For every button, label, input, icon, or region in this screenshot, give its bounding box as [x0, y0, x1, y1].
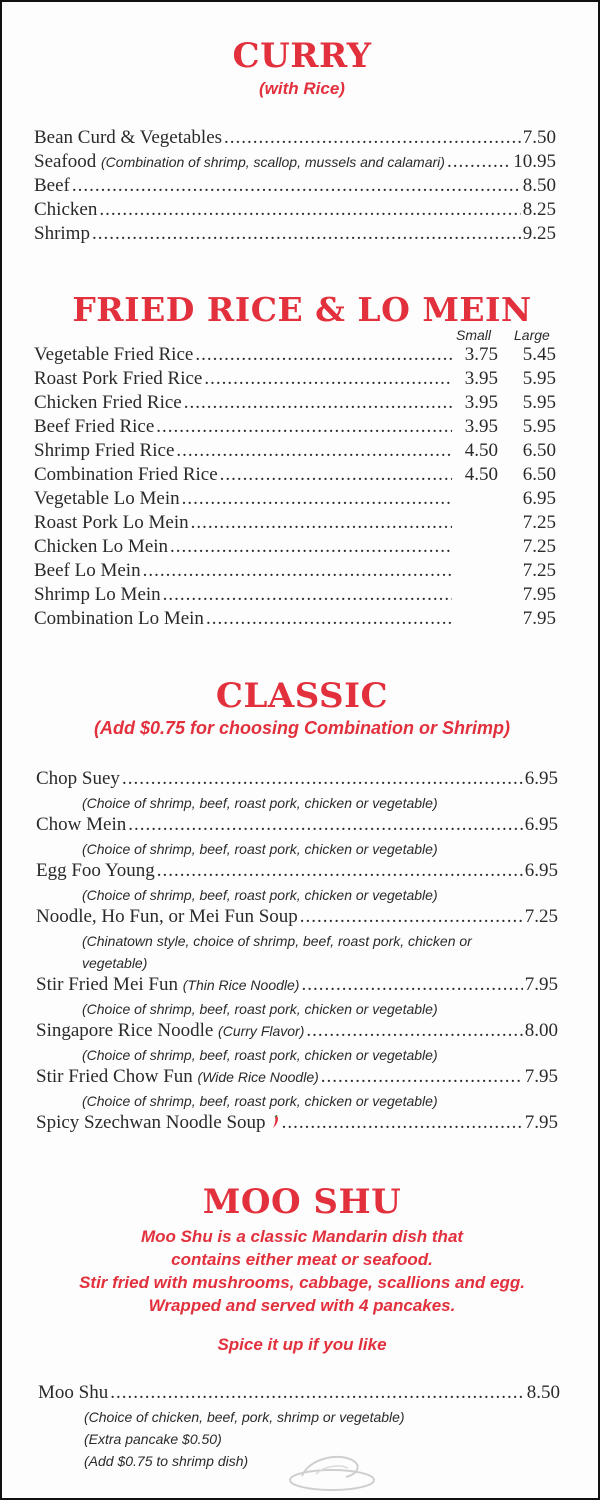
menu-item: Seafood (Combination of shrimp, scallop, mussels and calamari) ..... 10.95: [34, 151, 556, 175]
menu-item: Beef Fried Rice ..... 3.95 5.95: [34, 416, 556, 440]
menu-item: Stir Fried Mei Fun (Thin Rice Noodle) ..... 7.95: [36, 974, 558, 998]
moo-shu-title: MOO SHU: [202, 1182, 402, 1222]
item-note: (Choice of shrimp, beef, roast pork, chicken or vegetable): [82, 887, 438, 903]
item-note: (Choice of shrimp, beef, roast pork, chicken or vegetable): [82, 1093, 438, 1109]
curry-list: [34, 127, 556, 247]
item-note: (Chinatown style, choice of shrimp, beef, roast pork, chicken or vegetable): [82, 933, 472, 971]
menu-item: Chop Suey ..... 6.95: [36, 768, 558, 792]
item-detail: (Curry Flavor): [218, 1023, 305, 1039]
item-note: (Choice of shrimp, beef, roast pork, chicken or vegetable): [82, 841, 438, 857]
menu-item: Vegetable Fried Rice ..... 3.75 5.45: [34, 344, 556, 368]
item-detail: (Wide Rice Noodle): [197, 1069, 319, 1085]
classic-title: CLASSIC: [215, 676, 389, 716]
item-note: (Add $0.75 to shrimp dish): [84, 1453, 249, 1469]
menu-item: Noodle, Ho Fun, or Mei Fun Soup ..... 7.25: [36, 906, 558, 930]
menu-item: Shrimp Lo Mein ..... 7.95: [34, 584, 556, 608]
classic-list: [36, 768, 558, 1136]
item-note: (Choice of shrimp, beef, roast pork, chicken or vegetable): [82, 1001, 438, 1017]
item-note: (Choice of chicken, beef, pork, shrimp or vegetable): [84, 1409, 405, 1425]
curry-title: CURRY: [232, 36, 372, 76]
menu-item: Beef Lo Mein ..... 7.25: [34, 560, 556, 584]
pepper-icon: [270, 1115, 280, 1129]
menu-item: Egg Foo Young ..... 6.95: [36, 860, 558, 884]
menu-item: Combination Lo Mein ..... 7.95: [34, 608, 556, 632]
menu-item: Chicken ..... 8.25: [34, 199, 556, 223]
curry-subtitle: (with Rice): [259, 79, 345, 98]
item-detail: (Thin Rice Noodle): [182, 977, 300, 993]
menu-item: Beef ..... 8.50: [34, 175, 556, 199]
item-note: (Choice of shrimp, beef, roast pork, chicken or vegetable): [82, 1047, 438, 1063]
menu-item: Stir Fried Chow Fun (Wide Rice Noodle) ..... 7.95: [36, 1066, 558, 1090]
fried-rice-list: [34, 344, 556, 632]
menu-item: Shrimp ..... 9.25: [34, 223, 556, 247]
menu-item: Moo Shu ..... 8.50: [38, 1382, 560, 1406]
moo-shu-spice: Spice it up if you like: [217, 1335, 387, 1354]
menu-item: Chow Mein ..... 6.95: [36, 814, 558, 838]
menu-item: Shrimp Fried Rice ..... 4.50 6.50: [34, 440, 556, 464]
col-small-header: Small: [456, 327, 492, 343]
menu-item: Bean Curd & Vegetables ..... 7.50: [34, 127, 556, 151]
item-note: (Extra pancake $0.50): [84, 1431, 222, 1447]
menu-item: Combination Fried Rice ..... 4.50 6.50: [34, 464, 556, 488]
menu-item: Chicken Lo Mein ..... 7.25: [34, 536, 556, 560]
moo-shu-description: Moo Shu is a classic Mandarin dish that contains either meat or seafood. Stir fried with mushrooms, cabbage, scallions and egg. Wrapped and served with 4 pancakes.: [79, 1227, 525, 1315]
menu-item: Chicken Fried Rice ..... 3.95 5.95: [34, 392, 556, 416]
menu-item: Vegetable Lo Mein ..... 6.95: [34, 488, 556, 512]
menu-item: Roast Pork Fried Rice ..... 3.95 5.95: [34, 368, 556, 392]
plate-icon: [286, 1450, 378, 1494]
item-note: (Choice of shrimp, beef, roast pork, chicken or vegetable): [82, 795, 438, 811]
item-detail: (Combination of shrimp, scallop, mussels and calamari): [101, 154, 445, 170]
fried-rice-title: FRIED RICE & LO MEIN: [72, 290, 532, 329]
menu-item: Spicy Szechwan Noodle Soup ..... 7.95: [36, 1112, 558, 1136]
col-large-header: Large: [514, 327, 550, 343]
menu-item: Roast Pork Lo Mein ..... 7.25: [34, 512, 556, 536]
classic-subtitle: (Add $0.75 for choosing Combination or Shrimp): [93, 718, 510, 738]
menu-item: Singapore Rice Noodle (Curry Flavor) ..... 8.00: [36, 1020, 558, 1044]
